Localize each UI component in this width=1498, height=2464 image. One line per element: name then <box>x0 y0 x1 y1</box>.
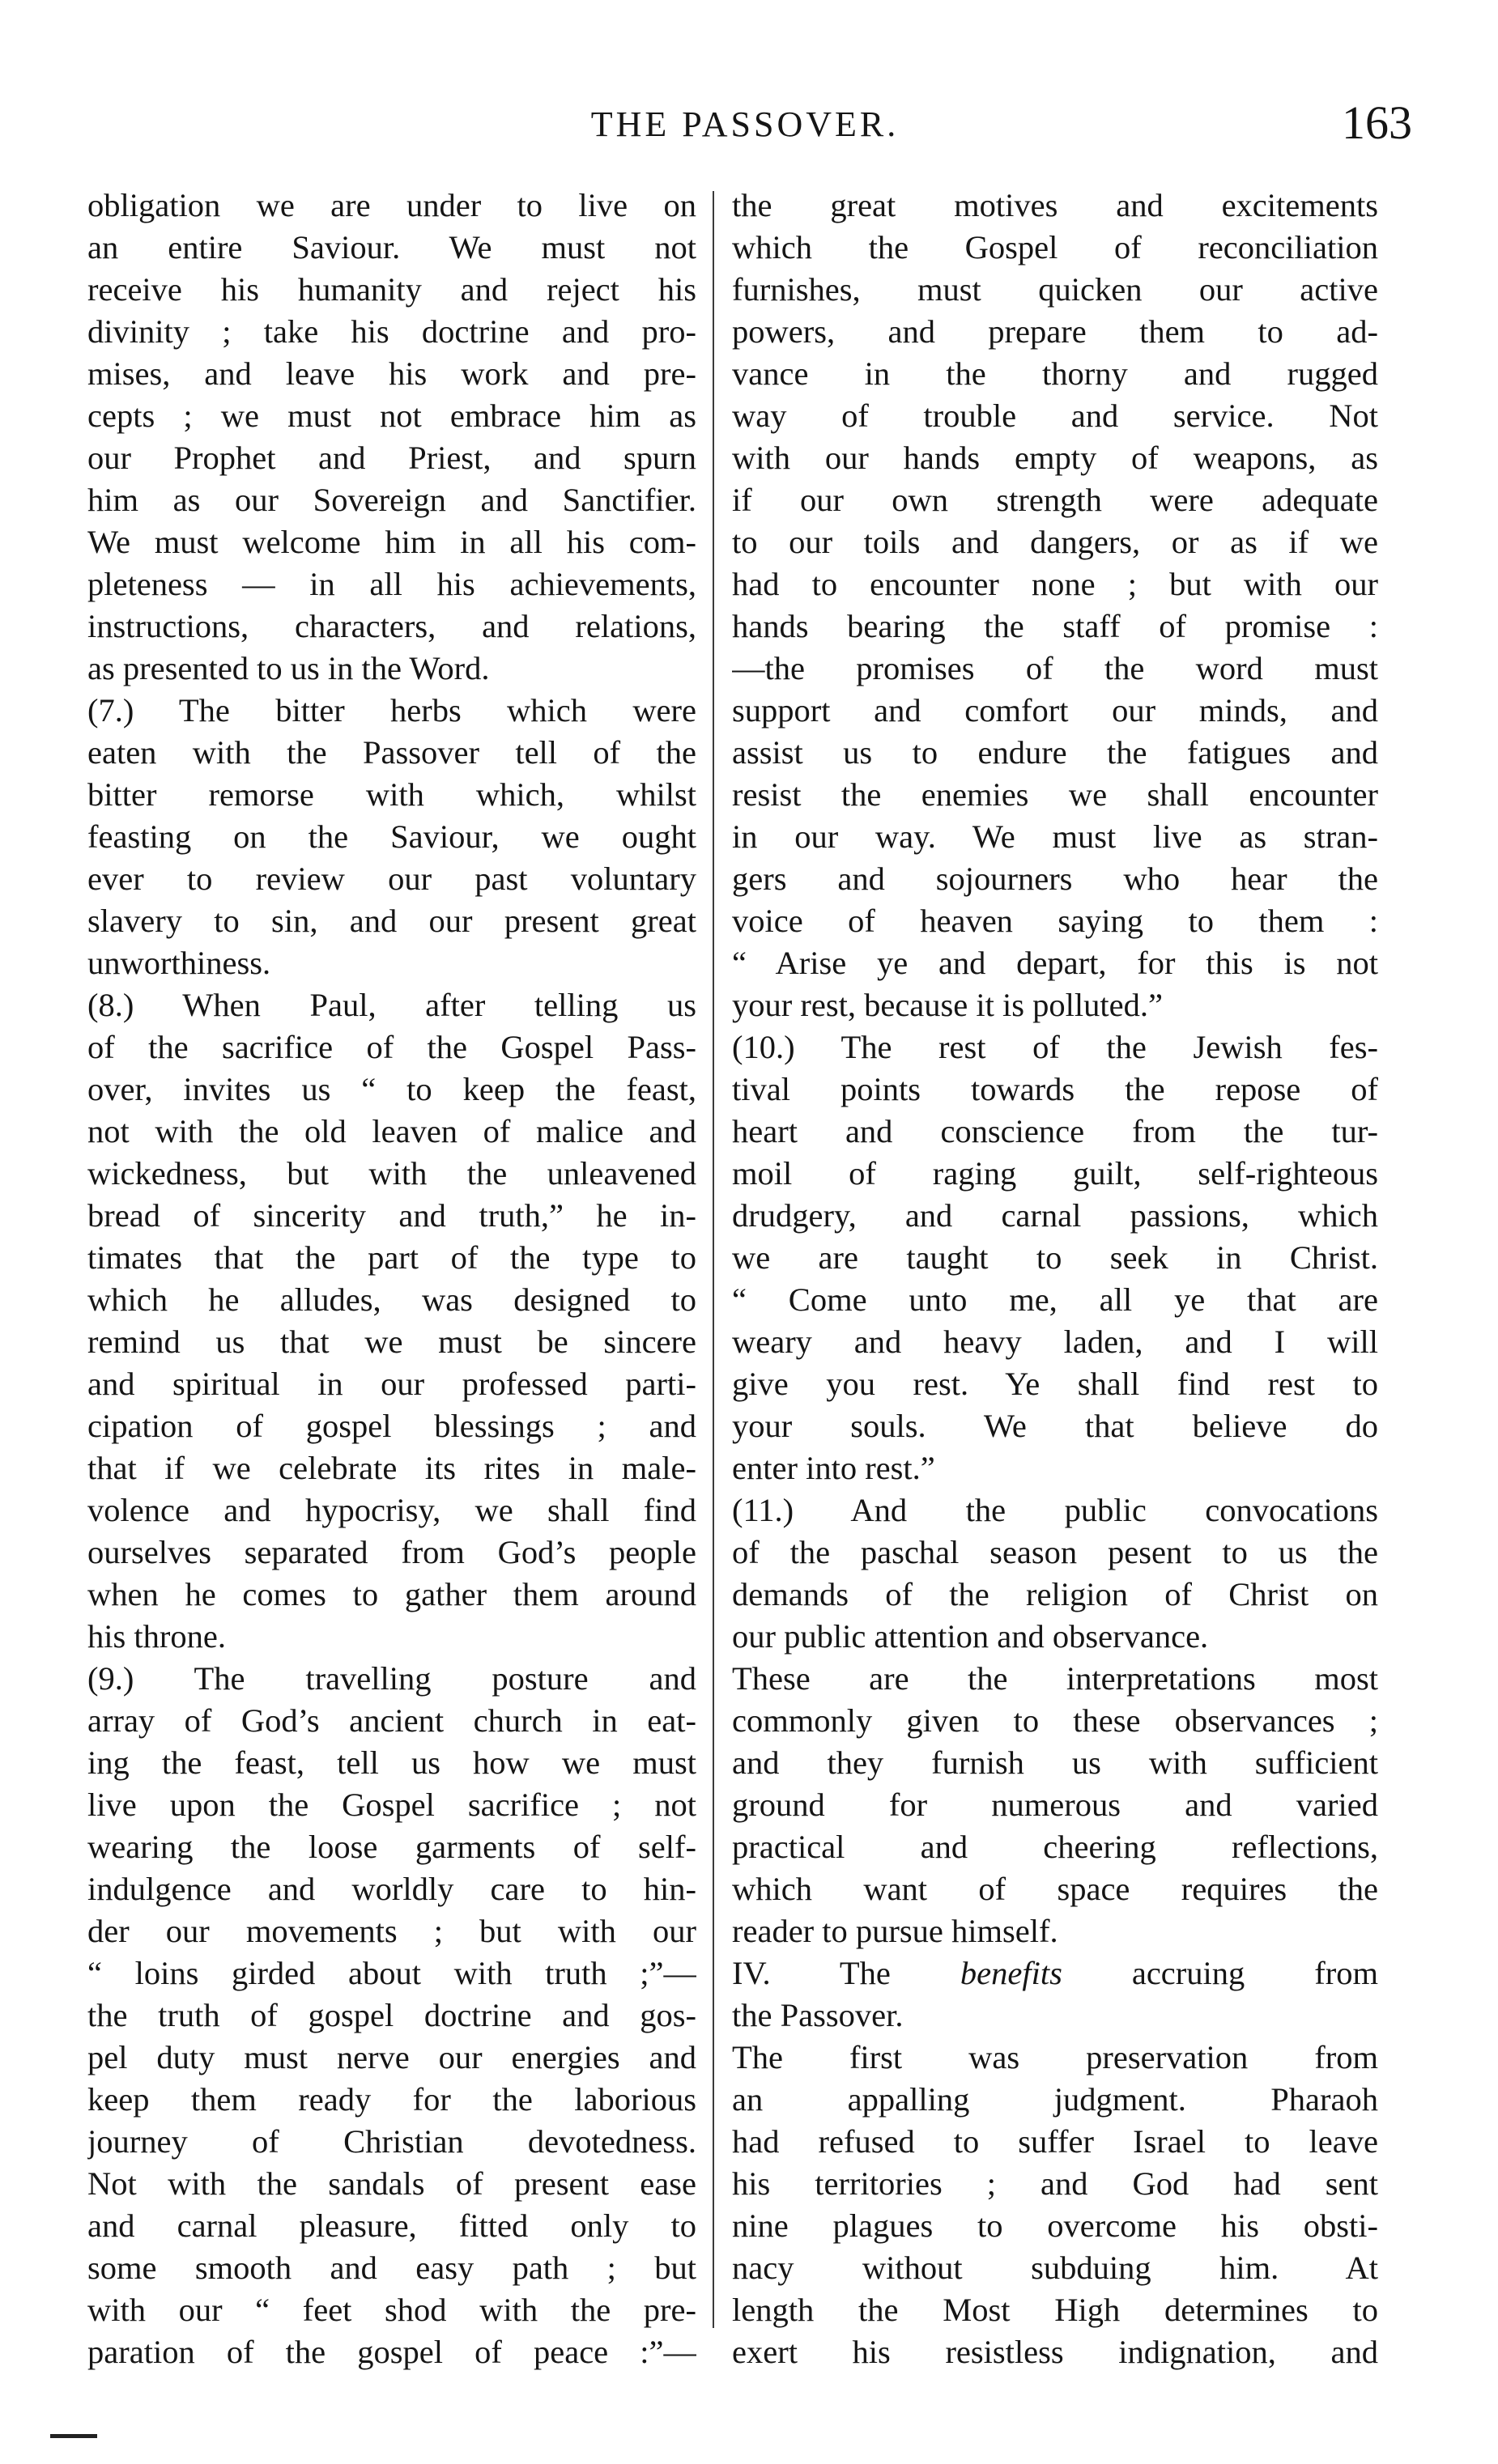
text-line: obligation we are under to live on <box>87 187 696 223</box>
text-line: the truth of gospel doctrine and gos- <box>87 1997 696 2033</box>
text-line: instructions, characters, and relations, <box>87 608 696 644</box>
text-line: (8.) When Paul, after telling us <box>87 987 696 1023</box>
text-line: with our “ feet shod with the pre- <box>87 2292 696 2328</box>
text-line: paration of the gospel of peace :”— <box>87 2334 696 2370</box>
text-line: which the Gospel of reconciliation <box>732 229 1378 266</box>
text-line: heart and conscience from the tur- <box>732 1113 1378 1149</box>
text-line: demands of the religion of Christ on <box>732 1576 1378 1612</box>
text-line: drudgery, and carnal passions, which <box>732 1197 1378 1234</box>
text-line: hands bearing the staff of promise : <box>732 608 1378 644</box>
text-line: nine plagues to overcome his obsti- <box>732 2207 1378 2244</box>
text-line: keep them ready for the laborious <box>87 2081 696 2118</box>
text-line: in our way. We must live as stran- <box>732 818 1378 855</box>
text-line: unworthiness. <box>87 945 271 981</box>
text-line: and spiritual in our professed parti- <box>87 1366 696 1402</box>
text-line: some smooth and easy path ; but <box>87 2249 696 2286</box>
text-line: to our toils and dangers, or as if we <box>732 524 1378 560</box>
text-line: his throne. <box>87 1618 226 1655</box>
text-line: (11.) And the public convocations <box>732 1492 1378 1528</box>
text-line: indulgence and worldly care to hin- <box>87 1871 696 1907</box>
italic-term: benefits <box>960 1955 1062 1991</box>
text-line: which he alludes, was designed to <box>87 1281 696 1318</box>
text-line: voice of heaven saying to them : <box>732 903 1378 939</box>
text-line: had refused to suffer Israel to leave <box>732 2123 1378 2160</box>
text-line: We must welcome him in all his com- <box>87 524 696 560</box>
text-line: feasting on the Saviour, we ought <box>87 818 696 855</box>
text-line: ourselves separated from God’s people <box>87 1534 696 1570</box>
text-line: nacy without subduing him. At <box>732 2249 1378 2286</box>
text-line: live upon the Gospel sacrifice ; not <box>87 1786 696 1823</box>
text-line: remind us that we must be sincere <box>87 1323 696 1360</box>
text-line: him as our Sovereign and Sanctifier. <box>87 482 696 518</box>
text-line: which want of space requires the <box>732 1871 1378 1907</box>
text-line: divinity ; take his doctrine and pro- <box>87 313 696 350</box>
text-line: pleteness — in all his achievements, <box>87 566 696 602</box>
column-divider <box>713 191 714 2328</box>
page-number: 163 <box>1342 96 1412 149</box>
text-line: our public attention and observance. <box>732 1618 1209 1655</box>
text-line: cepts ; we must not embrace him as <box>87 397 696 434</box>
section-heading-line <box>732 1952 1378 1995</box>
text-line: The first was preservation from <box>732 2039 1378 2075</box>
text-line: —the promises of the word must <box>732 650 1378 686</box>
text-line: your souls. We that believe do <box>732 1408 1378 1444</box>
text-line: (7.) The bitter herbs which were <box>87 692 696 729</box>
text-line: bitter remorse with which, whilst <box>87 776 696 813</box>
text-line: Not with the sandals of present ease <box>87 2165 696 2202</box>
text-line: we are taught to seek in Christ. <box>732 1239 1378 1276</box>
text-line: length the Most High determines to <box>732 2292 1378 2328</box>
text-line: the great motives and excitements <box>732 187 1378 223</box>
text-line: mises, and leave his work and pre- <box>87 355 696 392</box>
text-line: receive his humanity and reject his <box>87 271 696 308</box>
text-line: pel duty must nerve our energies and <box>87 2039 696 2075</box>
right-column <box>732 185 1378 2373</box>
section-label-rest: accruing from <box>1131 1955 1378 1991</box>
left-column <box>87 185 696 2373</box>
text-line: as presented to us in the Word. <box>87 650 490 686</box>
text-line: over, invites us “ to keep the feast, <box>87 1071 696 1107</box>
text-line: cipation of gospel blessings ; and <box>87 1408 696 1444</box>
printer-mark <box>50 2434 97 2438</box>
text-line: enter into rest.” <box>732 1450 935 1486</box>
text-line: gers and sojourners who hear the <box>732 860 1378 897</box>
text-line: exert his resistless indignation, and <box>732 2334 1378 2370</box>
text-line: slavery to sin, and our present great <box>87 903 696 939</box>
text-line: when he comes to gather them around <box>87 1576 696 1612</box>
running-header <box>78 96 1412 160</box>
text-line: an appalling judgment. Pharaoh <box>732 2081 1378 2118</box>
text-line: way of trouble and service. Not <box>732 397 1378 434</box>
text-line: resist the enemies we shall encounter <box>732 776 1378 813</box>
text-line: that if we celebrate its rites in male- <box>87 1450 696 1486</box>
text-line: eaten with the Passover tell of the <box>87 734 696 771</box>
text-line: (10.) The rest of the Jewish fes- <box>732 1029 1378 1065</box>
text-line: furnishes, must quicken our active <box>732 271 1378 308</box>
text-line: support and comfort our minds, and <box>732 692 1378 729</box>
text-line: bread of sincerity and truth,” he in- <box>87 1197 696 1234</box>
text-line: array of God’s ancient church in eat- <box>87 1702 696 1739</box>
text-line: our Prophet and Priest, and spurn <box>87 440 696 476</box>
text-line: practical and cheering reflections, <box>732 1829 1378 1865</box>
text-line: (9.) The travelling posture and <box>87 1660 696 1697</box>
text-line: commonly given to these observances ; <box>732 1702 1378 1739</box>
text-line: with our hands empty of weapons, as <box>732 440 1378 476</box>
running-title: THE PASSOVER. <box>590 104 900 144</box>
text-line: vance in the thorny and rugged <box>732 355 1378 392</box>
text-line: tival points towards the repose of <box>732 1071 1378 1107</box>
text-line: of the sacrifice of the Gospel Pass- <box>87 1029 696 1065</box>
text-line: ground for numerous and varied <box>732 1786 1378 1823</box>
text-line: if our own strength were adequate <box>732 482 1378 518</box>
text-line: assist us to endure the fatigues and <box>732 734 1378 771</box>
text-line: weary and heavy laden, and I will <box>732 1323 1378 1360</box>
text-line: his territories ; and God had sent <box>732 2165 1378 2202</box>
text-line: journey of Christian devotedness. <box>87 2123 696 2160</box>
text-line: ever to review our past voluntary <box>87 860 696 897</box>
text-line: an entire Saviour. We must not <box>87 229 696 266</box>
text-line: volence and hypocrisy, we shall find <box>87 1492 696 1528</box>
text-line: wickedness, but with the unleavened <box>87 1155 696 1192</box>
text-line: “ Come unto me, all ye that are <box>732 1281 1378 1318</box>
text-line: powers, and prepare them to ad- <box>732 313 1378 350</box>
text-line: not with the old leaven of malice and <box>87 1113 696 1149</box>
text-line: and they furnish us with sufficient <box>732 1744 1378 1781</box>
text-line: ing the feast, tell us how we must <box>87 1744 696 1781</box>
text-line: the Passover. <box>732 1997 904 2033</box>
text-line: “ loins girded about with truth ;”— <box>87 1955 696 1991</box>
text-line: of the paschal season pesent to us the <box>732 1534 1378 1570</box>
text-line: “ Arise ye and depart, for this is not <box>732 945 1378 981</box>
text-line: der our movements ; but with our <box>87 1913 696 1949</box>
text-line: and carnal pleasure, fitted only to <box>87 2207 696 2244</box>
text-line: reader to pursue himself. <box>732 1913 1058 1949</box>
text-line: had to encounter none ; but with our <box>732 566 1378 602</box>
text-line: These are the interpretations most <box>732 1660 1378 1697</box>
text-line: your rest, because it is polluted.” <box>732 987 1163 1023</box>
text-line: timates that the part of the type to <box>87 1239 696 1276</box>
section-label: IV. The <box>732 1955 891 1991</box>
text-line: moil of raging guilt, self-righteous <box>732 1155 1378 1192</box>
text-line: wearing the loose garments of self- <box>87 1829 696 1865</box>
text-line: give you rest. Ye shall find rest to <box>732 1366 1378 1402</box>
